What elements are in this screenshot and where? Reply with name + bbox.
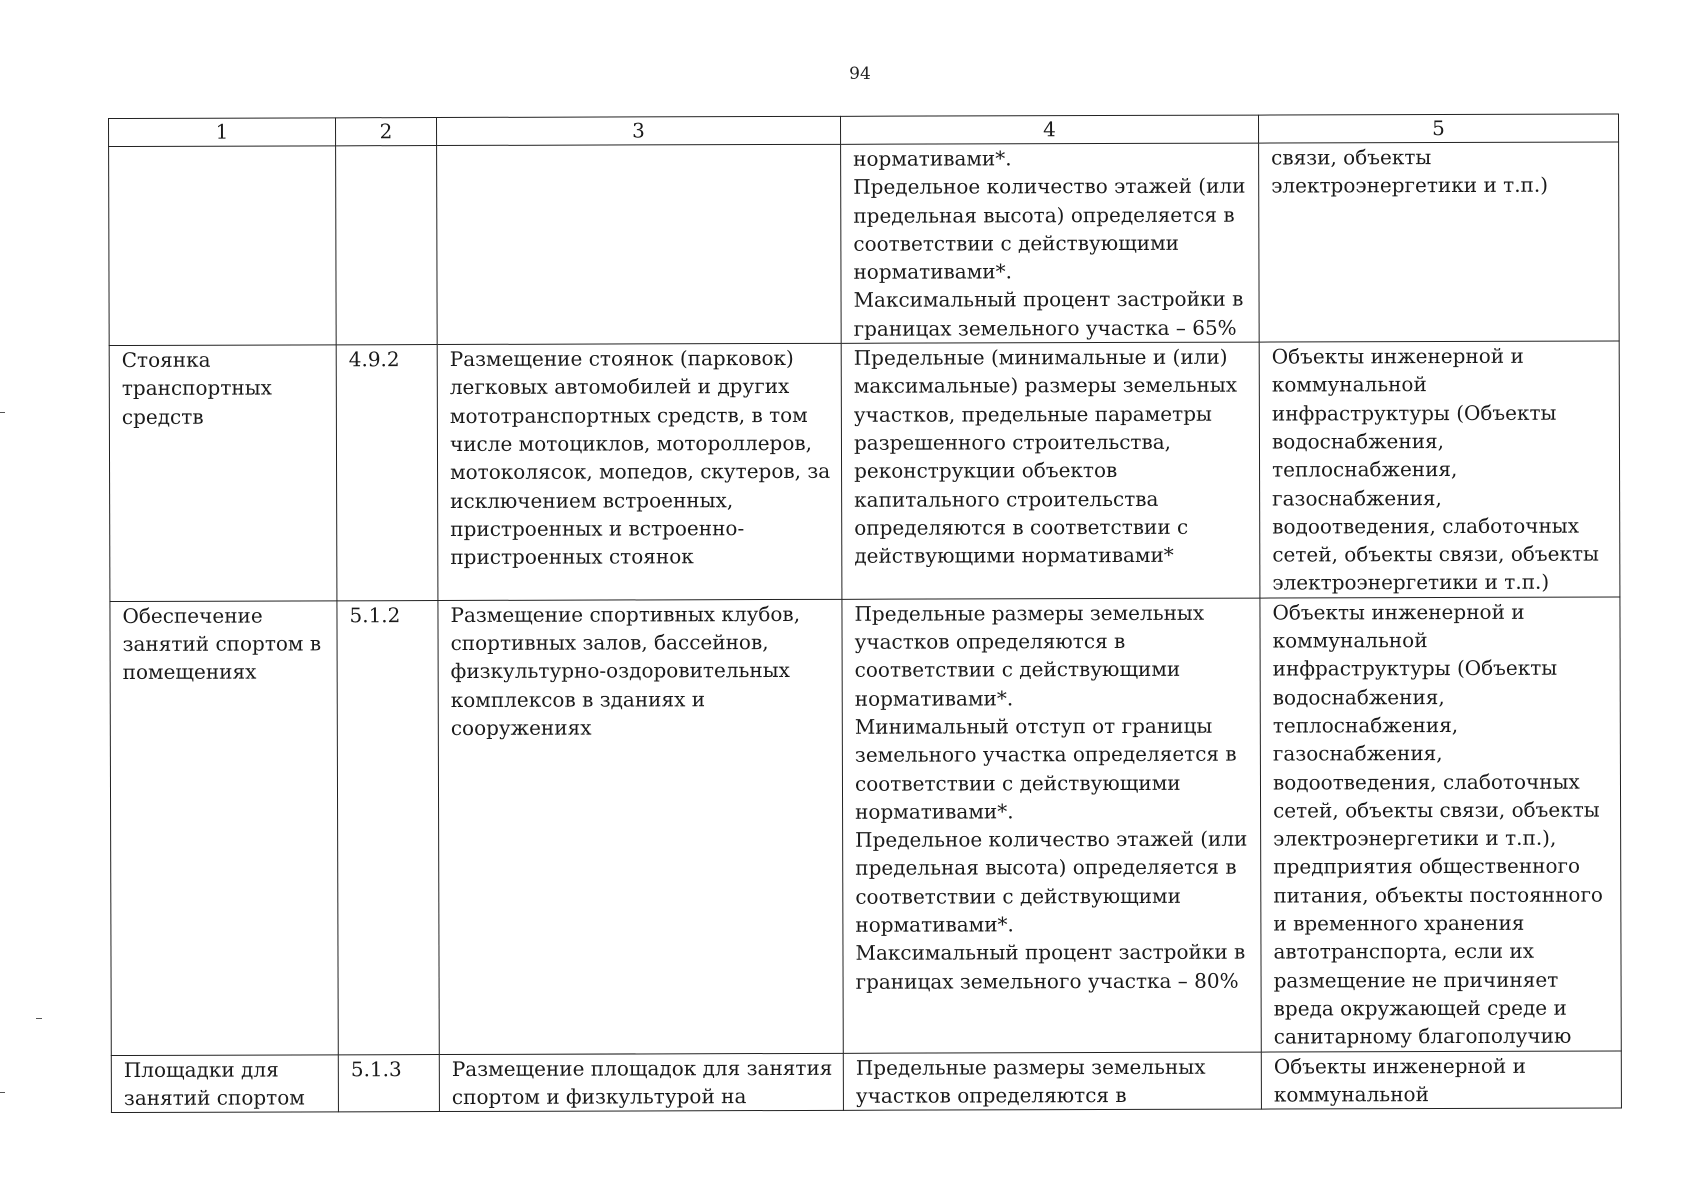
scan-margin-mark	[36, 1018, 42, 1019]
table-row	[111, 1051, 1621, 1113]
parameters-cell: нормативами*. Предельное количество этажей (или предельная высота) определяется в соответствии с действующими нормативами*. Максимальный процент застройки в границах земельного участка – 65%	[841, 143, 1260, 343]
use-name-cell: Площадки для занятий спортом	[111, 1054, 338, 1112]
use-description-cell	[437, 144, 842, 344]
regulations-table	[108, 114, 1622, 1114]
parameters-cell: Предельные (минимальные и (или) максимальные) размеры земельных участков, предельные параметры разрешенного строительства, реконструкции объектов капитального строительства определяются в соответствии с действующими нормативами*	[841, 342, 1260, 599]
use-description-cell: Размещение стоянок (парковок) легковых автомобилей и других мототранспортных средств, в том числе мотоциклов, мотороллеров, мотоколясок, мопедов, скутеров, за исключением встроенных, пристроенных и встроенно-пристроенных стоянок	[437, 343, 842, 600]
use-code-cell	[336, 146, 438, 345]
use-description-cell: Размещение спортивных клубов, спортивных залов, бассейнов, физкультурно-оздоровительных комплексов в зданиях и сооружениях	[438, 599, 843, 1054]
column-header: 3	[437, 116, 841, 145]
table-row	[109, 142, 1620, 346]
table-row	[110, 597, 1621, 1055]
use-description-cell: Размещение площадок для занятия спортом и физкультурой на	[439, 1053, 843, 1112]
table-header-row	[109, 114, 1619, 146]
use-name-cell: Обеспечение занятий спортом в помещениях	[110, 601, 338, 1055]
column-header: 4	[840, 115, 1258, 144]
parameters-cell: Предельные размеры земельных участков определяются в	[843, 1052, 1261, 1111]
use-code-cell: 5.1.2	[337, 600, 439, 1054]
column-header: 5	[1258, 114, 1618, 143]
auxiliary-uses-cell: Объекты инженерной и коммунальной инфраструктуры (Объекты водоснабжения, теплоснабжения, газоснабжения, водоотведения, слаботочных сетей, объекты связи, объекты электроэнергетики и т.п.), предприятия общественного питания, объекты постоянного и временного хранения автотранспорта, если их размещение не причиняет вреда окружающей среде и санитарному благополучию	[1260, 597, 1621, 1052]
column-header: 1	[109, 118, 336, 147]
auxiliary-uses-cell: Объекты инженерной и коммунальной	[1261, 1051, 1621, 1110]
page-number: 94	[849, 64, 871, 84]
scan-margin-mark	[0, 412, 5, 413]
use-name-cell: Стоянка транспортных средств	[109, 345, 337, 601]
auxiliary-uses-cell: Объекты инженерной и коммунальной инфраструктуры (Объекты водоснабжения, теплоснабжения, газоснабжения, водоотведения, слаботочных сетей, объекты связи, объекты электроэнергетики и т.п.)	[1259, 341, 1620, 598]
parameters-cell: Предельные размеры земельных участков определяются в соответствии с действующими нормативами*. Минимальный отступ от границы земельного участка определяется в соответствии с действующими нормативами*. Предельное количество этажей (или предельная высота) определяется в соответствии с действующими нормативами*. Максимальный процент застройки в границах земельного участка – 80%	[842, 598, 1261, 1053]
auxiliary-uses-cell: связи, объекты электроэнергетики и т.п.)	[1259, 142, 1620, 342]
scan-margin-mark	[0, 1092, 5, 1093]
use-code-cell: 4.9.2	[336, 345, 438, 601]
column-header: 2	[336, 118, 437, 146]
table-row	[109, 341, 1620, 601]
use-name-cell	[109, 146, 337, 346]
use-code-cell: 5.1.3	[338, 1054, 439, 1112]
